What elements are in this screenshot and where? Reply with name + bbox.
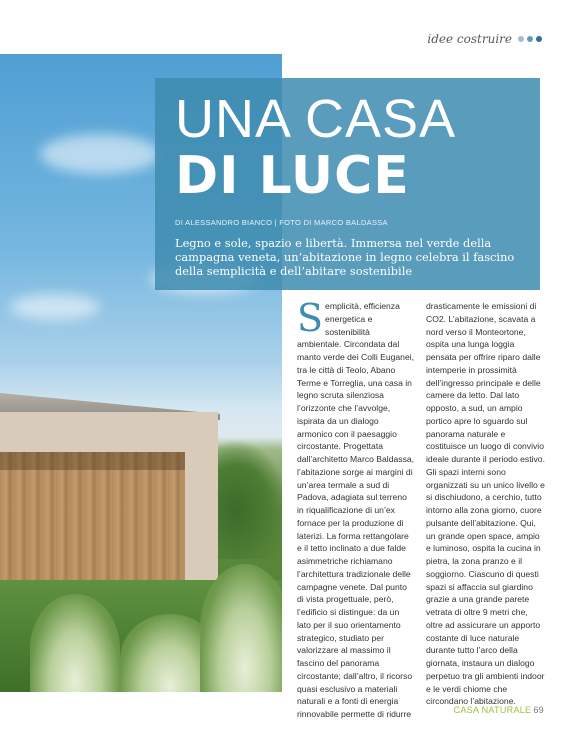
article-title-line2: DI LUCE bbox=[175, 146, 410, 206]
article-column-1 bbox=[297, 296, 415, 721]
dot-icon bbox=[527, 36, 533, 42]
dot-icon bbox=[536, 36, 542, 42]
dropcap: S bbox=[297, 296, 324, 340]
page-footer bbox=[454, 705, 544, 715]
section-header bbox=[427, 32, 542, 46]
article-title-line1: UNA CASA bbox=[175, 89, 457, 149]
section-label: idee costruire bbox=[427, 32, 512, 46]
dot-icon bbox=[518, 36, 524, 42]
article-column-2 bbox=[426, 300, 546, 708]
page-number: 69 bbox=[533, 705, 544, 715]
column-1-text: emplicità, efficienza energetica e sostenibilità ambientale. Circondata dal manto verde dei Colli Euganei, tra le città di Teolo, Abano Terme e Torreglia, una casa in legno scruta silenziosa l’orizzonte che l’avvolge, ispirata da un dialogo armonico con il paesaggio circostante. Progettata dall’architetto Marco Baldassa, l’abitazione sorge ai margini di un’area termale a sud di Padova, adagiata sul terreno in riqualificazione di un’ex fornace per la produzione di laterizi. La forma rettangolare e il tetto inclinato a due falde asimmetriche richiamano l’architettura tradizionale delle campagne venete. Dal punto di vista progettuale, però, l’edificio si distingue: da un lato per il suo orientamento strategico, studiato per valorizzare al massimo il fascino del panorama circostante; dall’altro, il ricorso quasi esclusivo a materiali naturali e a fonti di energia rinnovabile permette di ridurre bbox=[297, 301, 415, 719]
article-byline: DI ALESSANDRO BIANCO | FOTO DI MARCO BALDASSA bbox=[175, 218, 388, 227]
magazine-brand: CASA NATURALE bbox=[453, 705, 532, 715]
title-panel bbox=[155, 78, 540, 290]
section-dots-icon bbox=[518, 36, 542, 42]
column-2-text: drasticamente le emissioni di CO2. L’abitazione, scavata a nord verso il Monteortone, ospita una lunga loggia pensata per offrire riparo dalle intemperie in prossimità dell’ingresso principale e delle camere da letto. Dal lato opposto, a sud, un ampio portico apre lo sguardo sul panorama naturale e costituisce un luogo di convivio ideale durante il periodo estivo. Gli spazi interni sono organizzati su un unico livello e si dischiudono, a cerchio, tutto intorno alla zona giorno, cuore pulsante dell’abitazione. Qui, un grande open space, ampio e luminoso, ospita la cucina in pietra, la zona pranzo e il soggiorno. Ciascuno di questi spazi si affaccia sul giardino grazie a una grande parete vetrata di oltre 9 metri che, oltre ad assicurare un apporto costante di luce naturale durante tutto l’arco della giornata, instaura un dialogo perpetuo tra gli ambienti indoor e le verdi chiome che circondano l’abitazione. bbox=[426, 301, 545, 707]
article-lead: Legno e sole, spazio e libertà. Immersa nel verde della campagna veneta, un’abitazione in legno celebra il fascino della semplicità e dell’abitare sostenibile bbox=[175, 236, 515, 279]
